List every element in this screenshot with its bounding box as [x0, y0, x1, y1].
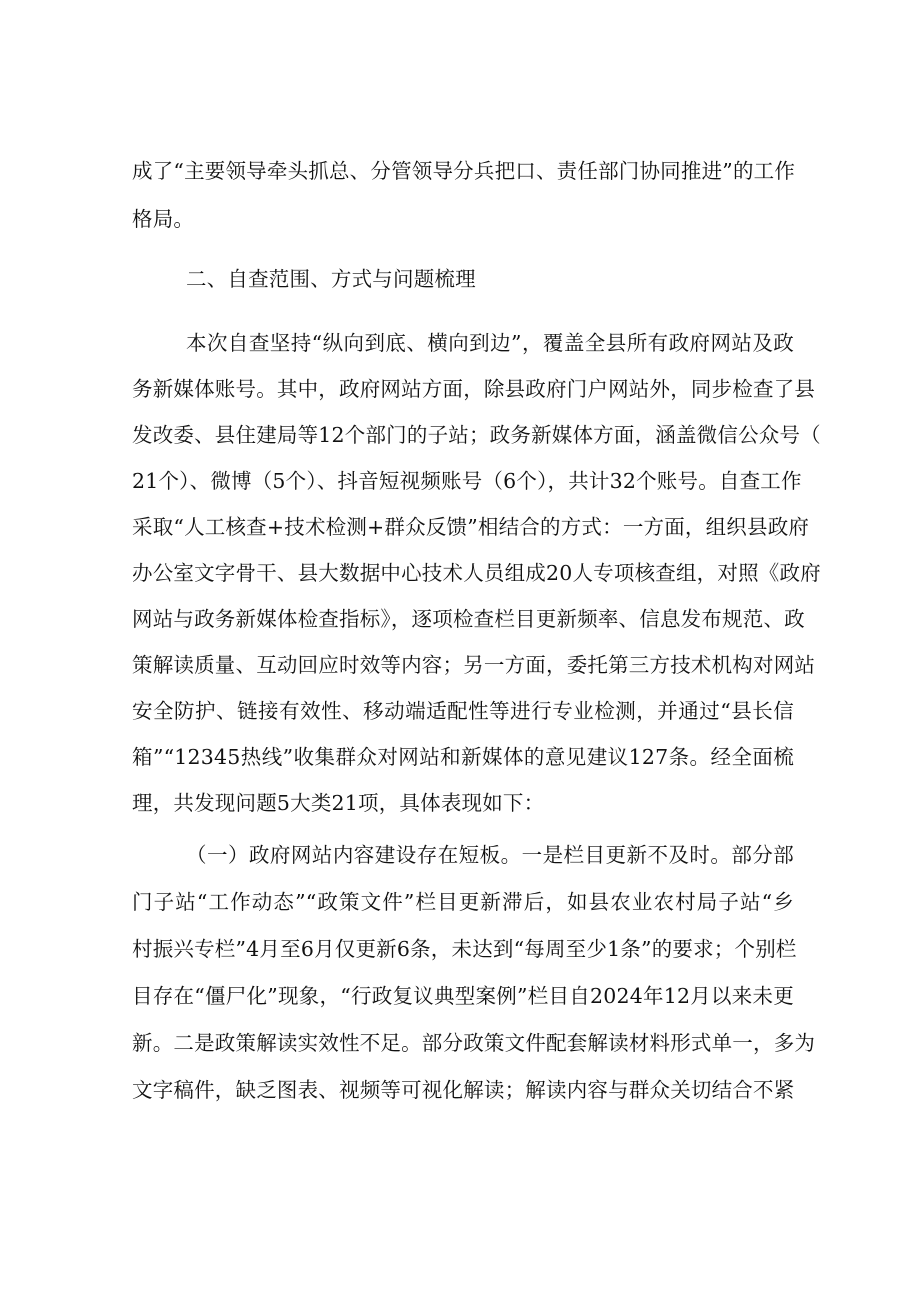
- text-line: 21个）、微博（5个）、抖音短视频账号（6个），共计32个账号。自查工作: [132, 469, 802, 493]
- text-line: 务新媒体账号。其中，政府网站方面，除县政府门户网站外，同步检查了县: [132, 377, 816, 401]
- paragraph-work-pattern: [132, 152, 794, 238]
- paragraph-website-content-issues: [132, 836, 816, 1109]
- text-line: 目存在“僵尸化”现象，“行政复议典型案例”栏目自2024年12月以来未更: [132, 984, 794, 1008]
- text-line: 本次自查坚持“纵向到底、横向到边”，覆盖全县所有政府网站及政: [186, 331, 794, 355]
- text-line: 格局。: [132, 207, 195, 231]
- section-heading: [132, 260, 794, 298]
- text-line: 成了“主要领导牵头抓总、分管领导分兵把口、责任部门协同推进”的工作: [132, 159, 796, 183]
- text-line: （一）政府网站内容建设存在短板。一是栏目更新不及时。部分部: [186, 843, 794, 867]
- text-line: 箱”“12345热线”收集群众对网站和新媒体的意见建议127条。经全面梳: [132, 745, 794, 769]
- text-line: 新。二是政策解读实效性不足。部分政策文件配套解读材料形式单一，多为: [132, 1031, 816, 1055]
- text-line: 安全防护、链接有效性、移动端适配性等进行专业检测，并通过“县长信: [132, 699, 794, 723]
- text-line: 办公室文字骨干、县大数据中心技术人员组成20人专项核查组，对照《政府: [132, 561, 821, 585]
- text-line: 理，共发现问题5大类21项，具体表现如下：: [132, 791, 545, 815]
- paragraph-scope-method: [132, 324, 821, 822]
- text-line: 文字稿件，缺乏图表、视频等可视化解读；解读内容与群众关切结合不紧: [132, 1078, 795, 1102]
- text-line: 采取“人工核查+技术检测+群众反馈”相结合的方式：一方面，组织县政府: [132, 515, 810, 539]
- text-line: 门子站“工作动态”“政策文件”栏目更新滞后，如县农业农村局子站“乡: [132, 890, 794, 914]
- text-line: 村振兴专栏”4月至6月仅更新6条，未达到“每周至少1条”的要求；个别栏: [132, 937, 797, 961]
- text-line: 网站与政务新媒体检查指标》，逐项检查栏目更新频率、信息发布规范、政: [132, 607, 805, 631]
- text-line: 策解读质量、互动回应时效等内容；另一方面，委托第三方技术机构对网站: [132, 653, 816, 677]
- text-line: 发改委、县住建局等12个部门的子站；政务新媒体方面，涵盖微信公众号（: [132, 423, 821, 447]
- section-heading-text: 二、自查范围、方式与问题梳理: [186, 267, 476, 291]
